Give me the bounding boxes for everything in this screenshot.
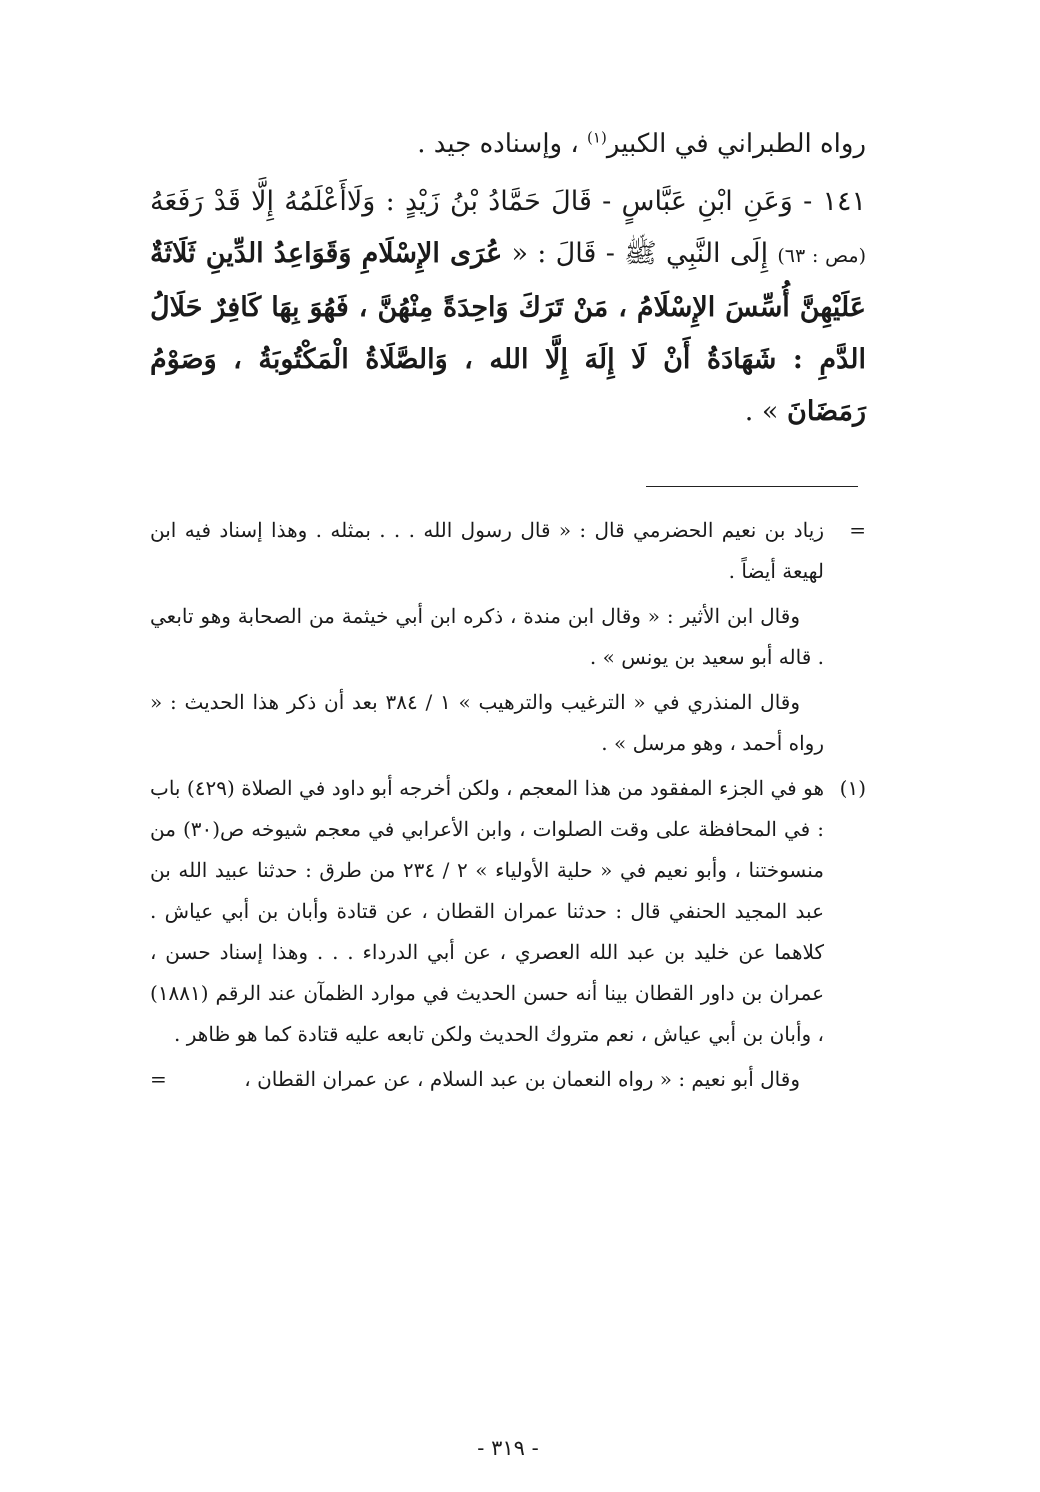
hadith-number: ١٤١ - [803, 186, 866, 217]
hadith-close: » . [744, 396, 779, 427]
continuation-mark: = [150, 1067, 167, 1091]
footnote-abu-nuaym [150, 1059, 866, 1100]
footnote-reference: (١) [587, 128, 607, 147]
book-page [150, 118, 866, 1458]
footnote-mundhiri: وقال المنذري في « الترغيب والترهيب » ١ / ٣٨٤ بعد أن ذكر هذا الحديث : « رواه أحمد ، وهو مرسل » . [150, 690, 824, 755]
footnote-abu-nuaym-text: وقال أبو نعيم : « رواه النعمان بن عبد السلام ، عن عمران القطان ، [244, 1067, 800, 1091]
footnotes-section [150, 510, 866, 1100]
source-reference: (مص : ٦٣) [777, 245, 866, 267]
main-text [150, 118, 866, 438]
footnote-carryover [150, 510, 866, 592]
intro-rest: ، وإسناده جيد . [417, 129, 579, 159]
intro-text: رواه الطبراني في الكبير [606, 129, 866, 159]
hadith-words: عُرَى الإِسْلَامِ وَقَوَاعِدُ الدِّينِ ثَلَاثَةٌ عَلَيْهِنَّ أُسِّسَ الإِسْلَامُ ، مَنْ تَرَكَ وَاحِدَةً مِنْهُنَّ ، فَهُوَ بِهَا كَافِرٌ حَلَالُ الدَّمِ : شَهَادَةُ أَنْ لَا إِلَهَ إِلَّا الله ، وَالصَّلَاةُ الْمَكْتُوبَةُ ، وَصَوْمُ رَمَضَانَ [150, 238, 866, 427]
carryover-text: زياد بن نعيم الحضرمي قال : « قال رسول الله . . . بمثله . وهذا إسناد فيه ابن لهيعة أيضاً . [150, 518, 824, 583]
hadith-opening: وَعَنِ ابْنِ عَبَّاسٍ - قَالَ حَمَّادُ بْنُ زَيْدٍ : وَلَاأَعْلَمُهُ إِلَّا قَدْ رَفَعَهُ [150, 186, 793, 217]
footnote-divider [646, 486, 858, 487]
hadith-attribution: إِلَى النَّبِي ﷺ - قَالَ : « [511, 238, 769, 269]
carryover-mark: = [849, 518, 866, 542]
footnote-1 [150, 768, 866, 1055]
footnote-1-mark: (١) [839, 776, 866, 800]
hadith-paragraph [150, 176, 866, 438]
page-number: - ٣١٩ - [477, 1436, 539, 1460]
footnote-1-text: هو في الجزء المفقود من هذا المعجم ، ولكن أخرجه أبو داود في الصلاة (٤٢٩) باب : في المحافظة على وقت الصلوات ، وابن الأعرابي في معجم شيوخه ص(٣٠) من منسوختنا ، وأبو نعيم في « حلية الأولياء » ٢ / ٢٣٤ من طرق : حدثنا عبيد الله بن عبد المجيد الحنفي قال : حدثنا عمران القطان ، عن قتادة وأبان بن أبي عياش . كلاهما عن خليد بن عبد الله العصري ، عن أبي الدرداء . . . وهذا إسناد حسن ، عمران بن داور القطان بينا أنه حسن الحديث في موارد الظمآن عند الرقم (١٨٨١) ، وأبان بن أبي عياش ، نعم متروك الحديث ولكن تابعه عليه قتادة كما هو ظاهر . [150, 776, 825, 1046]
footnote-ibn-athir: وقال ابن الأثير : « وقال ابن مندة ، ذكره ابن أبي خيثمة من الصحابة وهو تابعي . قاله أبو سعيد بن يونس » . [150, 604, 824, 669]
intro-line [150, 118, 866, 170]
